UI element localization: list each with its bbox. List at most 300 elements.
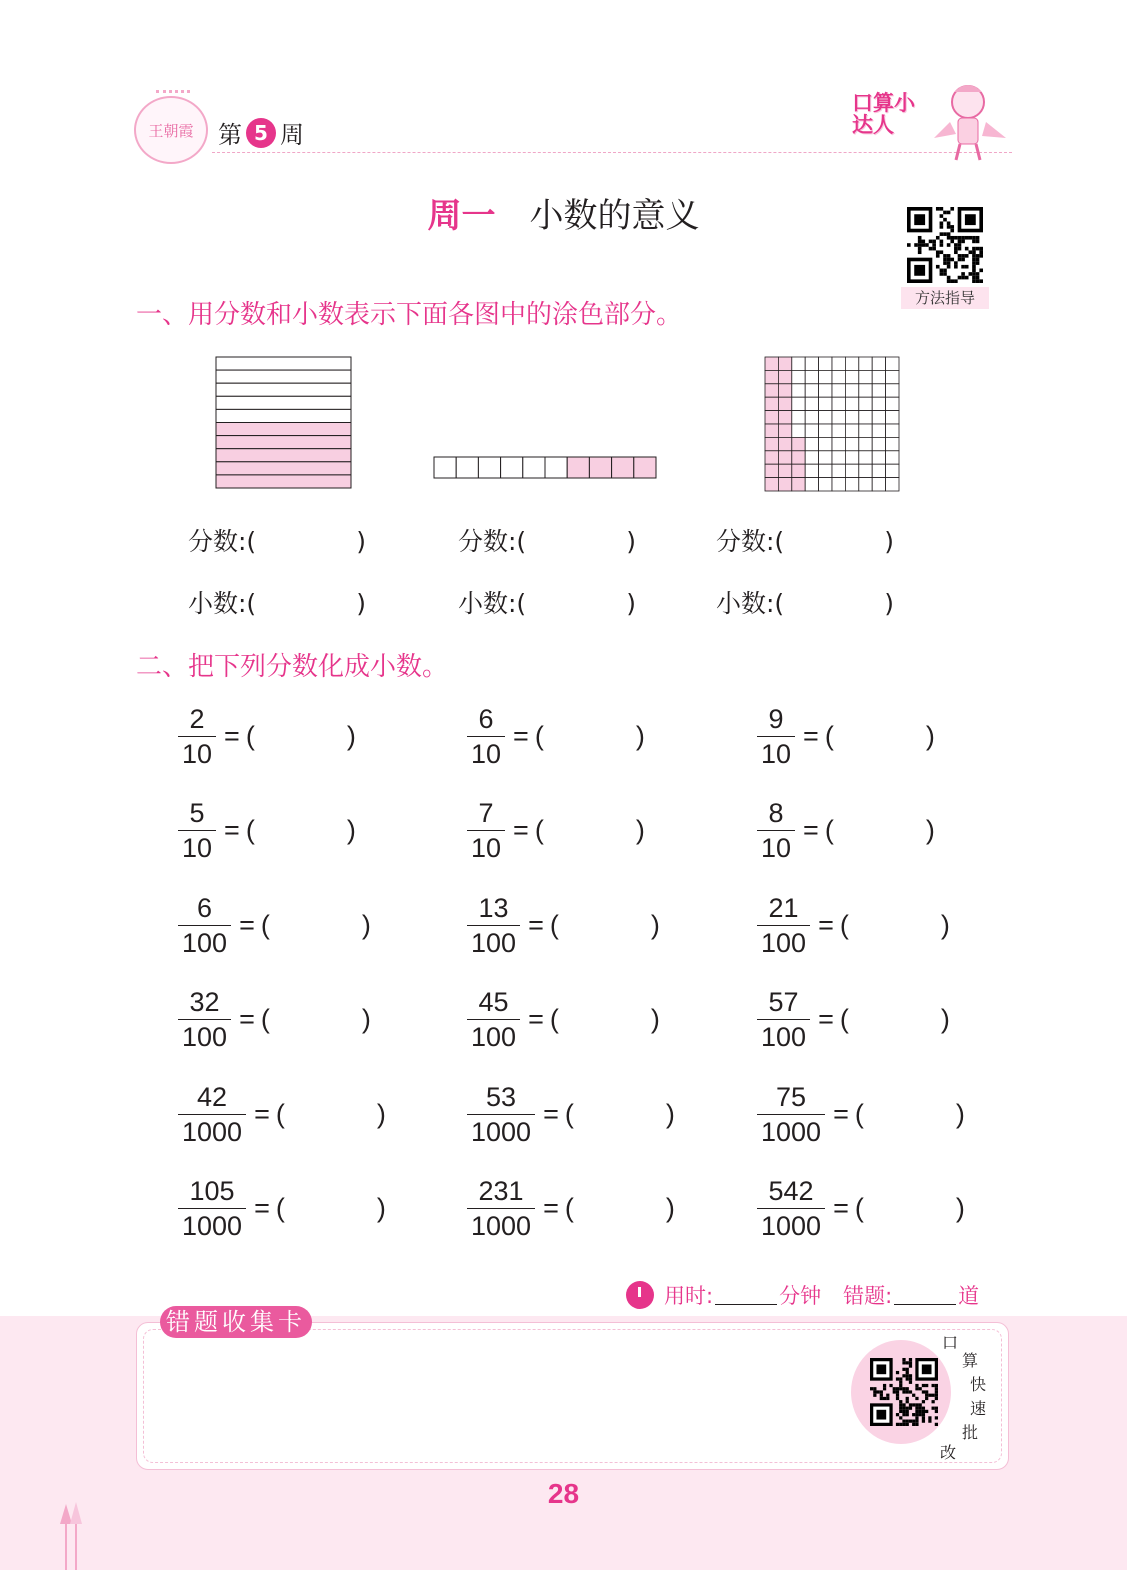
time-and-errors [626, 1280, 979, 1310]
close-paren: ) [626, 527, 636, 556]
decimal-label: 小数:( [188, 589, 257, 618]
numerator: 542 [768, 1176, 814, 1206]
fraction-bar [757, 1208, 825, 1209]
open-paren: ( [564, 1193, 574, 1223]
grid-cell [872, 424, 885, 437]
grid-cell [872, 384, 885, 397]
close-paren: ) [635, 815, 645, 845]
grid-cell [872, 437, 885, 450]
grid-cell [792, 478, 805, 491]
series-badge: 口算小达人 [852, 91, 915, 137]
open-paren: ( [260, 1004, 270, 1034]
fraction-bar [178, 1019, 231, 1020]
denominator: 100 [471, 928, 517, 958]
grid-cell [845, 478, 858, 491]
row-cell [478, 457, 500, 478]
answer-fraction-3 [716, 522, 894, 558]
fraction-exercise [467, 987, 660, 1052]
qr-vertical-1: 口 [942, 1333, 959, 1352]
grid-cell [845, 357, 858, 370]
title-topic: 小数的意义 [529, 196, 700, 236]
fraction-bar [467, 1114, 535, 1115]
section-1-heading: 一、用分数和小数表示下面各图中的涂色部分。 [136, 300, 683, 330]
mascot-illustration [926, 78, 1012, 168]
grid-cell [845, 384, 858, 397]
grid-cell [778, 464, 791, 477]
grid-cell [778, 384, 791, 397]
strip-cell [216, 462, 351, 475]
equals-sign: = [543, 1193, 559, 1223]
page-number: 28 [547, 1478, 580, 1509]
grid-cell [819, 411, 832, 424]
equals-sign: = [818, 1004, 834, 1034]
stopwatch-icon [626, 1281, 654, 1309]
grid-cell [805, 451, 818, 464]
grid-cell [886, 424, 899, 437]
denominator: 10 [471, 739, 502, 769]
denominator: 100 [182, 928, 228, 958]
grid-cell [765, 357, 778, 370]
fraction-bar [757, 925, 810, 926]
equals-sign: = [803, 815, 819, 845]
grid-cell [778, 424, 791, 437]
grid-cell [832, 464, 845, 477]
fraction-bar [178, 1208, 246, 1209]
grid-cell [832, 451, 845, 464]
grid-cell [886, 397, 899, 410]
numerator: 7 [478, 798, 494, 828]
fraction [467, 1082, 535, 1147]
grid-cell [859, 397, 872, 410]
fraction-bar [467, 736, 505, 737]
fraction-exercise [757, 893, 950, 958]
row-cell [567, 457, 589, 478]
grid-cell [819, 478, 832, 491]
denominator: 1000 [761, 1211, 822, 1241]
equals-sign: = [543, 1099, 559, 1129]
grid-cell [845, 397, 858, 410]
close-paren: ) [361, 910, 371, 940]
denominator: 1000 [182, 1211, 243, 1241]
close-paren: ) [346, 815, 356, 845]
grid-cell [765, 384, 778, 397]
row-cell [589, 457, 611, 478]
fraction-exercise [757, 798, 935, 863]
denominator: 100 [761, 1022, 807, 1052]
close-paren: ) [665, 1099, 675, 1129]
grid-cell [832, 424, 845, 437]
grid-cell [819, 424, 832, 437]
week-suffix: 周 [280, 121, 304, 149]
grid-cell [886, 464, 899, 477]
fraction-exercise [467, 1176, 675, 1241]
close-paren: ) [955, 1099, 965, 1129]
fraction-exercise [178, 1176, 386, 1241]
grid-cell [805, 478, 818, 491]
strip-cell [216, 409, 351, 422]
numerator: 53 [486, 1082, 517, 1112]
grid-cell [886, 451, 899, 464]
numerator: 32 [189, 987, 220, 1017]
close-paren: ) [884, 589, 894, 618]
equals-sign: = [254, 1099, 270, 1129]
fraction-bar [757, 736, 795, 737]
strip-cell [216, 396, 351, 409]
fraction-bar [178, 736, 216, 737]
decimal-label: 小数:( [716, 589, 785, 618]
denominator: 100 [471, 1022, 517, 1052]
open-paren: ( [824, 815, 834, 845]
fraction-exercise [757, 987, 950, 1052]
strip-cell [216, 436, 351, 449]
equals-sign: = [513, 815, 529, 845]
fraction-exercise [757, 1082, 965, 1147]
qr-vertical-4: 速 [970, 1399, 987, 1418]
grid-cell [886, 384, 899, 397]
denominator: 1000 [471, 1117, 532, 1147]
row-cell [501, 457, 523, 478]
fraction [757, 798, 795, 863]
arrow-decoration-icon [56, 1500, 88, 1570]
grid-cell [859, 451, 872, 464]
grid-cell [765, 411, 778, 424]
grid-cell [832, 478, 845, 491]
fraction-exercise [178, 987, 371, 1052]
grid-cell [819, 397, 832, 410]
grid-cell [819, 370, 832, 383]
grid-cell [859, 384, 872, 397]
numerator: 5 [189, 798, 205, 828]
grid-cell [792, 411, 805, 424]
close-paren: ) [376, 1099, 386, 1129]
grid-cell [872, 464, 885, 477]
fraction-exercise [467, 704, 645, 769]
fraction-bar [178, 1114, 246, 1115]
fraction-label: 分数:( [716, 527, 785, 556]
fraction-exercise [467, 893, 660, 958]
answer-decimal-1 [188, 584, 366, 620]
equals-sign: = [833, 1099, 849, 1129]
grid-cell [805, 437, 818, 450]
denominator: 100 [761, 928, 807, 958]
grid-cell [765, 478, 778, 491]
fraction-bar [757, 830, 795, 831]
fraction-exercise [467, 798, 645, 863]
equals-sign: = [833, 1193, 849, 1223]
grid-cell [832, 384, 845, 397]
grid-cell [872, 411, 885, 424]
close-paren: ) [626, 589, 636, 618]
qr-vertical-5: 批 [962, 1423, 979, 1442]
numerator: 75 [776, 1082, 807, 1112]
time-unit: 分钟 [779, 1284, 822, 1308]
grid-cell [832, 370, 845, 383]
grading-qr-icon[interactable] [870, 1358, 938, 1426]
equals-sign: = [224, 815, 240, 845]
grid-cell [832, 437, 845, 450]
grid-cell [859, 411, 872, 424]
open-paren: ( [839, 910, 849, 940]
close-paren: ) [884, 527, 894, 556]
fraction-exercise [178, 1082, 386, 1147]
grid-cell [765, 464, 778, 477]
denominator: 100 [182, 1022, 228, 1052]
close-paren: ) [940, 910, 950, 940]
close-paren: ) [940, 1004, 950, 1034]
qr-vertical-3: 快 [970, 1375, 987, 1394]
close-paren: ) [925, 721, 935, 751]
fraction [467, 798, 505, 863]
fraction-exercise [757, 1176, 965, 1241]
denominator: 10 [761, 833, 792, 863]
grid-cell [832, 397, 845, 410]
grid-cell [765, 451, 778, 464]
open-paren: ( [534, 815, 544, 845]
grid-cell [805, 370, 818, 383]
grid-cell [859, 464, 872, 477]
grid-cell [778, 478, 791, 491]
denominator: 1000 [471, 1211, 532, 1241]
fraction-label: 分数:( [458, 527, 527, 556]
open-paren: ( [854, 1193, 864, 1223]
numerator: 13 [478, 893, 509, 923]
fraction-bar [178, 925, 231, 926]
grid-cell [805, 424, 818, 437]
fraction [178, 1176, 246, 1241]
close-paren: ) [346, 721, 356, 751]
fraction [757, 1082, 825, 1147]
numerator: 45 [478, 987, 509, 1017]
grid-cell [886, 411, 899, 424]
denominator: 1000 [761, 1117, 822, 1147]
fraction-exercise [467, 1082, 675, 1147]
open-paren: ( [275, 1193, 285, 1223]
equals-sign: = [254, 1193, 270, 1223]
open-paren: ( [245, 815, 255, 845]
figure-row-cells [433, 456, 658, 479]
denominator: 10 [182, 739, 213, 769]
open-paren: ( [260, 910, 270, 940]
close-paren: ) [665, 1193, 675, 1223]
numerator: 105 [189, 1176, 235, 1206]
numerator: 42 [197, 1082, 228, 1112]
title-day: 周一 [427, 196, 496, 236]
grid-cell [859, 357, 872, 370]
fraction-bar [178, 830, 216, 831]
qr-vertical-6: 改 [940, 1443, 957, 1462]
close-paren: ) [376, 1193, 386, 1223]
brand-logo [134, 96, 208, 164]
fraction [178, 704, 216, 769]
grid-cell [859, 437, 872, 450]
grid-cell [805, 464, 818, 477]
grid-cell [886, 357, 899, 370]
fraction-exercise [178, 893, 371, 958]
grid-cell [778, 411, 791, 424]
numerator: 2 [189, 704, 205, 734]
fraction-exercise [178, 798, 356, 863]
grid-cell [778, 370, 791, 383]
fraction-bar [467, 1208, 535, 1209]
logo-text: 王朝霞 [148, 121, 194, 140]
header-divider [212, 152, 1012, 153]
open-paren: ( [275, 1099, 285, 1129]
numerator: 231 [478, 1176, 524, 1206]
grid-cell [805, 411, 818, 424]
grid-cell [778, 451, 791, 464]
denominator: 1000 [182, 1117, 243, 1147]
strip-cell [216, 449, 351, 462]
denominator: 10 [761, 739, 792, 769]
grid-cell [819, 437, 832, 450]
grid-cell [792, 357, 805, 370]
open-paren: ( [824, 721, 834, 751]
grid-cell [805, 384, 818, 397]
equals-sign: = [818, 910, 834, 940]
grid-cell [778, 437, 791, 450]
grid-cell [872, 478, 885, 491]
open-paren: ( [549, 910, 559, 940]
grid-cell [886, 478, 899, 491]
grid-cell [859, 478, 872, 491]
close-paren: ) [361, 1004, 371, 1034]
strip-cell [216, 383, 351, 396]
grid-cell [872, 370, 885, 383]
grid-cell [845, 451, 858, 464]
mistake-card-title: 错题收集卡 [160, 1306, 312, 1338]
fraction [757, 893, 810, 958]
grid-cell [872, 451, 885, 464]
fraction-exercise [178, 704, 356, 769]
fraction [178, 798, 216, 863]
close-paren: ) [650, 910, 660, 940]
open-paren: ( [839, 1004, 849, 1034]
grid-cell [778, 357, 791, 370]
fraction [757, 987, 810, 1052]
fraction [467, 1176, 535, 1241]
grid-cell [832, 411, 845, 424]
grid-cell [845, 464, 858, 477]
fraction [178, 893, 231, 958]
equals-sign: = [224, 721, 240, 751]
grid-cell [872, 397, 885, 410]
grid-cell [859, 370, 872, 383]
row-cell [434, 457, 456, 478]
crown-icon [156, 90, 190, 100]
row-cell [545, 457, 567, 478]
equals-sign: = [239, 1004, 255, 1034]
grid-cell [792, 437, 805, 450]
close-paren: ) [356, 527, 366, 556]
grid-cell [819, 384, 832, 397]
grid-cell [886, 370, 899, 383]
error-unit: 道 [958, 1284, 980, 1308]
fraction [467, 987, 520, 1052]
grid-cell [845, 424, 858, 437]
strip-cell [216, 370, 351, 383]
section-2-heading: 二、把下列分数化成小数。 [136, 652, 449, 682]
open-paren: ( [854, 1099, 864, 1129]
fraction-label: 分数:( [188, 527, 257, 556]
grid-cell [819, 451, 832, 464]
open-paren: ( [549, 1004, 559, 1034]
grid-cell [845, 411, 858, 424]
numerator: 6 [478, 704, 494, 734]
fraction-exercise [757, 704, 935, 769]
row-cell [456, 457, 478, 478]
grid-cell [886, 437, 899, 450]
open-paren: ( [534, 721, 544, 751]
grid-cell [765, 424, 778, 437]
answer-fraction-2 [458, 522, 636, 558]
qr-caption: 方法指导 [901, 287, 989, 309]
grid-cell [872, 357, 885, 370]
answer-decimal-2 [458, 584, 636, 620]
grid-cell [805, 397, 818, 410]
fraction [757, 1176, 825, 1241]
grid-cell [819, 357, 832, 370]
fraction-bar [757, 1114, 825, 1115]
fraction-bar [467, 830, 505, 831]
grid-cell [778, 397, 791, 410]
time-blank[interactable] [715, 1285, 777, 1305]
error-label: 错题: [843, 1284, 893, 1308]
grid-cell [765, 397, 778, 410]
row-cell [612, 457, 634, 478]
method-qr[interactable] [901, 203, 989, 309]
grid-cell [792, 464, 805, 477]
answer-fraction-1 [188, 522, 366, 558]
decimal-label: 小数:( [458, 589, 527, 618]
fraction-bar [467, 925, 520, 926]
grid-cell [792, 424, 805, 437]
close-paren: ) [925, 815, 935, 845]
week-number-badge: 5 [246, 118, 276, 148]
grid-cell [845, 370, 858, 383]
strip-cell [216, 423, 351, 436]
grid-cell [859, 424, 872, 437]
grid-cell [819, 464, 832, 477]
strip-cell [216, 475, 351, 488]
grid-cell [765, 370, 778, 383]
numerator: 8 [768, 798, 784, 828]
numerator: 9 [768, 704, 784, 734]
open-paren: ( [245, 721, 255, 751]
row-cell [634, 457, 656, 478]
denominator: 10 [471, 833, 502, 863]
fraction [467, 704, 505, 769]
grid-cell [792, 384, 805, 397]
qr-vertical-2: 算 [962, 1351, 979, 1370]
grid-cell [832, 357, 845, 370]
equals-sign: = [528, 910, 544, 940]
strip-cell [216, 357, 351, 370]
figure-hundred-grid [764, 356, 900, 492]
row-cell [523, 457, 545, 478]
close-paren: ) [955, 1193, 965, 1223]
close-paren: ) [650, 1004, 660, 1034]
grid-cell [845, 437, 858, 450]
fraction [467, 893, 520, 958]
week-indicator [218, 115, 304, 150]
equals-sign: = [528, 1004, 544, 1034]
error-blank[interactable] [894, 1285, 956, 1305]
equals-sign: = [513, 721, 529, 751]
time-label: 用时: [664, 1284, 714, 1308]
grid-cell [765, 437, 778, 450]
close-paren: ) [635, 721, 645, 751]
equals-sign: = [803, 721, 819, 751]
